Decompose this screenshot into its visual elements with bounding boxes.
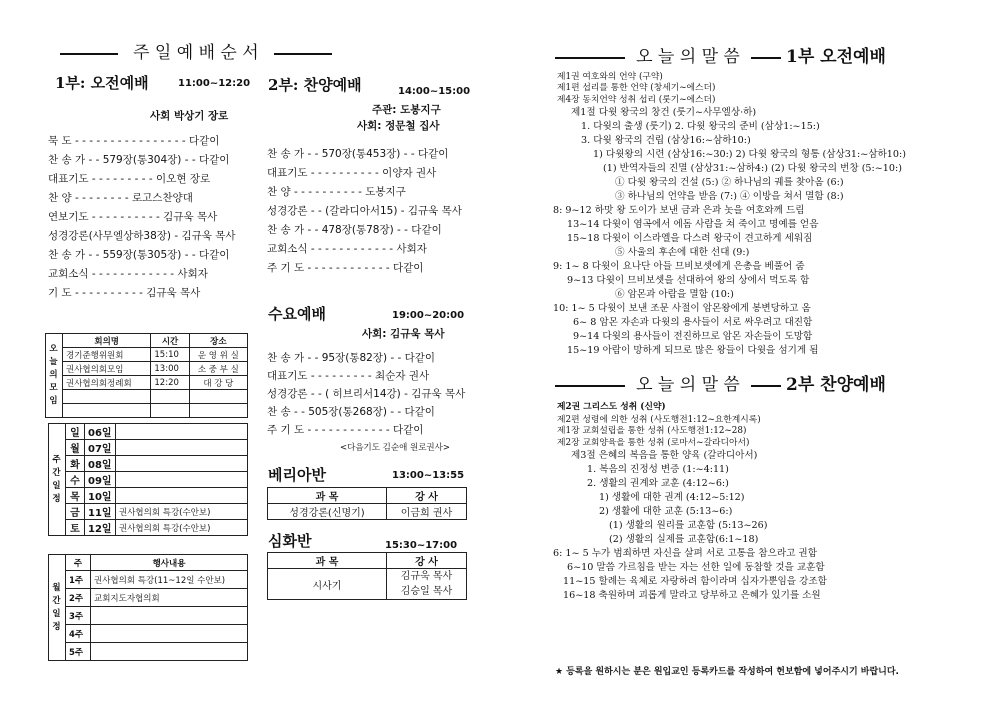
service1-order-list	[48, 135, 253, 306]
service2-item: 교회소식 - - - - - - - - - - - - 사회자	[267, 243, 427, 255]
month-week: 1주	[66, 571, 91, 589]
berea-subject: 성경강론(신명기)	[268, 504, 387, 520]
service2-item: 찬 송 가 - - 570장(통453장) - - 다같이	[267, 148, 449, 160]
word1-line: 10: 1~ 5 다윗이 보낸 조문 사절이 암몬왕에게 봉변당하고 옴	[553, 303, 811, 314]
word1-line: ⑥ 암몬과 아람을 멸함 (10:)	[615, 289, 734, 300]
meetings-header-time: 시간	[151, 334, 189, 348]
deep-subject: 시사기	[268, 569, 387, 600]
word1-line: 제1편 섭리를 통한 언약 (창세기~에스더)	[557, 83, 716, 93]
word1-line: 1. 다윗의 출생 (룻기) 2. 다윗 왕국의 준비 (삼상1:~15:)	[581, 121, 820, 132]
service1-item: 교회소식 - - - - - - - - - - - - 사회자	[48, 268, 208, 280]
service1-name: 1부: 오전예배	[55, 74, 149, 92]
service1-item: 묵 도 - - - - - - - - - - - - - - - - 다같이	[48, 135, 220, 147]
wednesday-time: 19:00~20:00	[392, 310, 465, 321]
deep-header-subject: 과 목	[268, 553, 387, 569]
word2-title: 오 늘 의 말 씀	[636, 375, 740, 395]
meeting-time: 13:00	[151, 362, 189, 376]
month-week: 5주	[66, 643, 91, 661]
word2-line: 6: 1~ 5 누가 범죄하면 자신을 살펴 서로 고통을 참으라고 권함	[553, 548, 817, 559]
week-date: 11일	[85, 504, 116, 520]
meetings-header-place: 장소	[189, 334, 247, 348]
word1-line: 6~ 8 암몬 자손과 다윗의 용사들이 서로 싸우려고 대진함	[573, 317, 813, 328]
berea-name: 베리아반	[268, 466, 326, 484]
deep-teachers	[387, 569, 467, 600]
meeting-empty	[63, 404, 151, 418]
weekday: 월	[66, 440, 85, 456]
week-date: 09일	[85, 472, 116, 488]
word1-line: 8: 9~12 하맛 왕 도이가 보낸 금과 은과 놋을 여호와께 드림	[553, 205, 805, 216]
monthly-label: 월간일정	[49, 555, 66, 661]
word1-header	[555, 42, 975, 67]
month-event	[91, 625, 248, 643]
deep-teacher: 김승일 목사	[400, 586, 453, 597]
registration-notice: ★ 등록을 원하시는 분은 원입교인 등록카드를 작성하여 헌보함에 넣어주시기 바랍니다.	[555, 667, 899, 677]
service2-order-list	[267, 148, 472, 281]
service2-item: 찬 양 - - - - - - - - - - 도봉지구	[267, 186, 406, 198]
word1-line: 제4장 동치언약 성취 섭리 (룻기~에스더)	[557, 95, 716, 105]
word2-line: (2) 생활의 실제를 교훈함(6:1~18)	[609, 534, 759, 545]
month-week: 2주	[66, 589, 91, 607]
word1-line: 9~13 다윗이 므비보셋을 선대하여 왕의 상에서 먹도록 함	[567, 275, 810, 286]
berea-header-teacher: 강 사	[387, 488, 467, 504]
word2-line: 1. 복음의 진정성 변증 (1:~4:11)	[587, 464, 729, 475]
week-event: 권사협의회 특강(수안보)	[116, 504, 248, 520]
word2-line: 11~15 할례는 육체로 자랑하려 함이라며 십자가뿐임을 강조함	[563, 576, 827, 587]
meeting-name: 경기준행위원회	[63, 348, 151, 362]
week-event	[116, 424, 248, 440]
wednesday-item: 대표기도 - - - - - - - - - 최순자 권사	[267, 370, 430, 382]
left-title	[60, 38, 460, 63]
monthly-table	[48, 554, 248, 661]
word1-line: 제1절 다윗 왕국의 창건 (룻기~사무엘상·하)	[571, 107, 757, 118]
word2-line: (1) 생활의 원리를 교훈함 (5:13~26)	[609, 520, 768, 531]
berea-table	[267, 487, 467, 520]
meeting-place: 소 중 부 실	[189, 362, 247, 376]
word2-line: 제1장 교회설립을 통한 성취 (사도행전1:12~28)	[557, 426, 747, 436]
week-date: 12일	[85, 520, 116, 536]
meetings-header-name: 회의명	[63, 334, 151, 348]
meetings-label: 오늘의모임	[46, 334, 63, 418]
service2-presider: 사회: 정문철 집사	[357, 120, 440, 132]
service1-item: 성경강론(사무엘상하38장) - 김규욱 목사	[48, 230, 236, 242]
meeting-place: 운 영 위 실	[189, 348, 247, 362]
service2-host: 주관: 도봉지구	[372, 104, 441, 116]
service1-time: 11:00~12:20	[178, 78, 251, 89]
wednesday-item: 주 기 도 - - - - - - - - - - - - 다같이	[267, 424, 424, 436]
week-date: 06일	[85, 424, 116, 440]
berea-header-subject: 과 목	[268, 488, 387, 504]
service1-item: 기 도 - - - - - - - - - - 김규욱 목사	[48, 287, 201, 299]
wednesday-order-list	[267, 352, 472, 442]
word1-line: 9: 1~ 8 다윗이 요나단 아들 므비보셋에게 은총을 베풀어 줌	[553, 261, 805, 272]
service1-item: 찬 송 가 - - 559장(통305장) - - 다같이	[48, 249, 230, 261]
wednesday-item: 성경강론 - - ( 히브리서14강) - 김규욱 목사	[267, 388, 466, 400]
week-date: 07일	[85, 440, 116, 456]
week-date: 10일	[85, 488, 116, 504]
wednesday-item: 찬 송 - - 505장(통268장) - - 다같이	[267, 406, 435, 418]
deep-header-teacher: 강 사	[387, 553, 467, 569]
service1-item: 연보기도 - - - - - - - - - - 김규욱 목사	[48, 211, 218, 223]
week-event	[116, 440, 248, 456]
service2-item: 성경강론 - - (갈라디아서15) - 김규욱 목사	[267, 205, 462, 217]
service2-item: 주 기 도 - - - - - - - - - - - - 다같이	[267, 262, 424, 274]
month-event	[91, 607, 248, 625]
week-event	[116, 488, 248, 504]
word2-line: 1) 생활에 대한 권계 (4:12~5:12)	[599, 492, 745, 503]
word2-line: 제2권 그리스도 성취 (신약)	[557, 402, 666, 412]
word1-line: ⑤ 사울의 후손에 대한 선대 (9:)	[615, 247, 750, 258]
meeting-name: 권사협의회정례회	[63, 376, 151, 390]
word2-line: 제2편 성령에 의한 성취 (사도행전1:12~요한계시록)	[557, 415, 761, 425]
week-event	[116, 472, 248, 488]
month-week: 3주	[66, 607, 91, 625]
meetings-table	[45, 333, 248, 418]
word1-body	[553, 72, 983, 358]
week-date: 08일	[85, 456, 116, 472]
service2-time: 14:00~15:00	[398, 86, 471, 97]
service2-name: 2부: 찬양예배	[268, 76, 362, 94]
week-event: 권사협의회 특강(수안보)	[116, 520, 248, 536]
word1-line: 13~14 다윗이 염곡에서 에돔 사람을 쳐 죽이고 명예를 얻음	[567, 219, 819, 230]
week-event	[116, 456, 248, 472]
month-week: 4주	[66, 625, 91, 643]
weekly-table	[48, 423, 248, 536]
weekday: 수	[66, 472, 85, 488]
service1-item: 찬 양 - - - - - - - - 로고스찬양대	[48, 192, 193, 204]
deep-teacher: 김규욱 목사	[400, 571, 453, 582]
meeting-place	[189, 390, 247, 404]
month-event: 교회지도자협의회	[91, 589, 248, 607]
month-event: 권사협의회 특강(11~12일 수안보)	[91, 571, 248, 589]
next-prayer-note: <다음기도 김순애 원로권사>	[340, 443, 450, 453]
order-of-worship-title: 주 일 예 배 순 서	[133, 43, 259, 63]
word2-line: 6~10 말씀 가르침을 받는 자는 선한 일에 동참할 것을 교훈함	[567, 562, 825, 573]
deep-name: 심화반	[268, 532, 312, 550]
meeting-time: 12:20	[151, 376, 189, 390]
word2-header	[555, 370, 975, 395]
service1-presider: 사회 박상기 장로	[150, 110, 229, 122]
month-event	[91, 643, 248, 661]
deep-time: 15:30~17:00	[385, 540, 458, 551]
word2-service: 2부 찬양예배	[786, 375, 886, 395]
weekday: 일	[66, 424, 85, 440]
word1-line: 15~19 아람이 망하게 되므로 많은 왕들이 다윗을 섬기게 됨	[567, 345, 819, 356]
berea-teacher: 이금희 권사	[387, 504, 467, 520]
word1-line: ① 다윗 왕국의 건설 (5:) ② 하나님의 궤를 찾아옴 (6:)	[615, 177, 844, 188]
word2-line: 제3절 은혜의 복음을 통한 양육 (갈라디아서)	[571, 450, 758, 461]
meeting-name: 권사협의회모임	[63, 362, 151, 376]
word2-body	[553, 399, 983, 603]
weekday: 금	[66, 504, 85, 520]
weekday: 토	[66, 520, 85, 536]
meeting-time	[151, 390, 189, 404]
word1-line: 제1권 여호와의 언약 (구약)	[557, 72, 663, 82]
service1-item: 찬 송 가 - - 579장(통304장) - - 다같이	[48, 154, 230, 166]
word1-line: 1) 다윗왕의 시련 (삼상16:~30:) 2) 다윗 왕국의 형통 (삼상31:~삼하10:)	[593, 149, 906, 160]
word2-line: 2. 생활의 권계와 교훈 (4:12~6:)	[587, 478, 729, 489]
word1-line: 15~18 다윗이 이스라엘을 다스려 왕국이 견고하게 세워짐	[567, 233, 813, 244]
monthly-header-week: 주	[66, 555, 91, 571]
deep-table	[267, 552, 467, 600]
monthly-header-event: 행사내용	[91, 555, 248, 571]
service1-item: 대표기도 - - - - - - - - - 이오현 장로	[48, 173, 211, 185]
weekly-label: 주간일정	[49, 424, 66, 536]
word1-service: 1부 오전예배	[786, 47, 886, 67]
berea-time: 13:00~13:55	[392, 470, 465, 481]
service2-item: 찬 송 가 - - 478장(통78장) - - 다같이	[267, 224, 442, 236]
meeting-place: 대 강 당	[189, 376, 247, 390]
service2-item: 대표기도 - - - - - - - - - - 이양자 권사	[267, 167, 437, 179]
word2-line: 16~18 축원하며 괴롭게 말라고 당부하고 은혜가 있기를 소원	[563, 590, 821, 601]
weekday: 목	[66, 488, 85, 504]
word1-line: ③ 하나님의 언약을 받음 (7:) ④ 이방을 쳐서 멸함 (8:)	[615, 191, 844, 202]
word1-line: (1) 반역자들의 진멸 (삼상31:~삼하4:) (2) 다윗 왕국의 번창 (5:~10:)	[603, 163, 902, 174]
word1-title: 오 늘 의 말 씀	[636, 47, 740, 67]
meeting-time: 15:10	[151, 348, 189, 362]
word1-line: 9~14 다윗의 용사들이 전진하므로 암몬 자손들이 도망함	[573, 331, 813, 342]
weekday: 화	[66, 456, 85, 472]
word2-line: 2) 생활에 대한 교훈 (5:13~6:)	[599, 506, 733, 517]
word1-line: 3. 다윗 왕국의 건립 (삼상16:~삼하10:)	[581, 135, 751, 146]
word2-line: 제2장 교회양육을 통한 성취 (로마서~갈라디아서)	[557, 438, 750, 448]
wednesday-presider: 사회: 김규욱 목사	[362, 328, 445, 340]
wednesday-item: 찬 송 가 - - 95장(통82장) - - 다같이	[267, 352, 436, 364]
meeting-name	[63, 390, 151, 404]
wednesday-name: 수요예배	[268, 305, 326, 323]
